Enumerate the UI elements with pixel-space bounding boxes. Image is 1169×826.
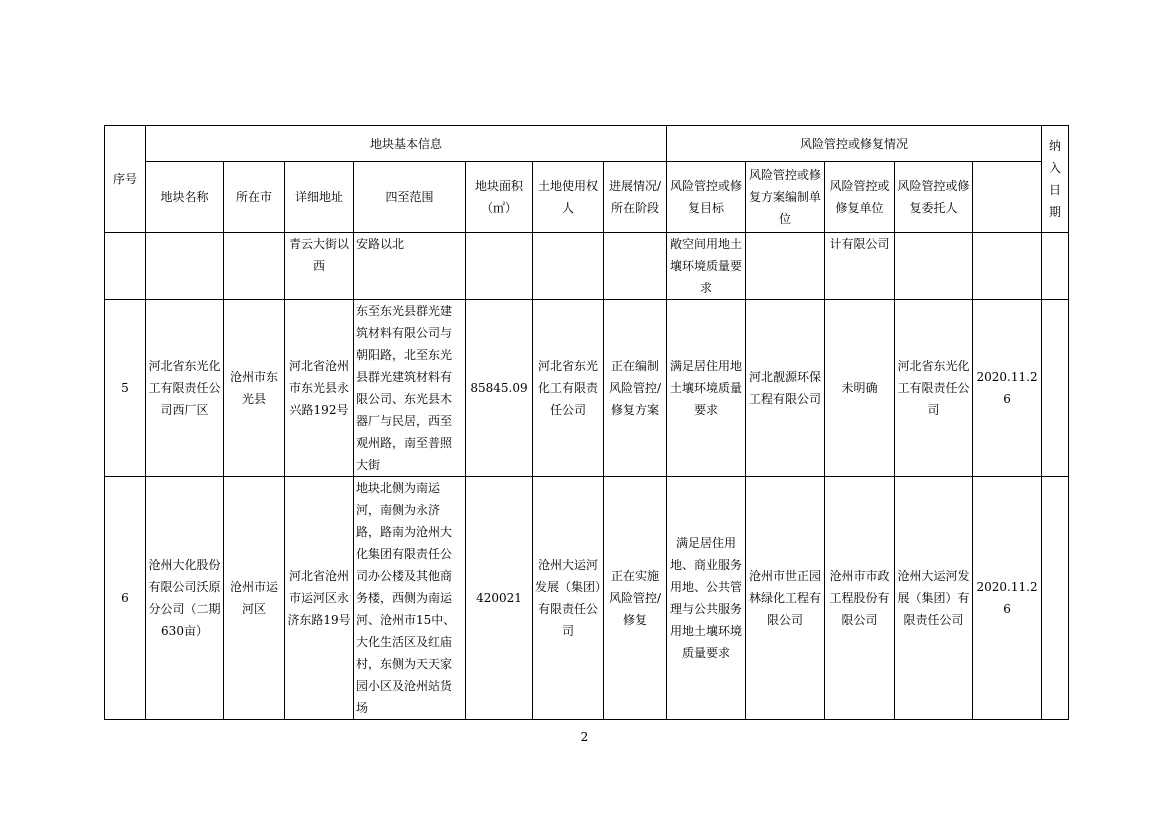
table-row bbox=[105, 477, 1069, 720]
cell-note bbox=[1042, 233, 1069, 300]
header-owner: 土地使用权人 bbox=[533, 162, 604, 233]
cell-seq: 6 bbox=[105, 477, 146, 720]
cell-plan-unit: 沧州市世正园林绿化工程有限公司 bbox=[746, 477, 825, 720]
header-progress: 进展情况/所在阶段 bbox=[604, 162, 667, 233]
cell-owner: 沧州大运河发展（集团）有限责任公司 bbox=[533, 477, 604, 720]
cell-area: 85845.09 bbox=[466, 300, 533, 477]
cell-address: 青云大街以西 bbox=[285, 233, 354, 300]
cell-plan-unit: 河北靓源环保工程有限公司 bbox=[746, 300, 825, 477]
cell-boundary: 地块北侧为南运河，南侧为永济路，路南为沧州大化集团有限责任公司办公楼及其他商务楼，西侧为南运河、沧州市15中、大化生活区及红庙村，东侧为天天家园小区及沧州站货场 bbox=[354, 477, 466, 720]
header-group-basic: 地块基本信息 bbox=[146, 126, 667, 162]
header-row-group bbox=[105, 126, 1069, 162]
header-area: 地块面积（㎡） bbox=[466, 162, 533, 233]
cell-boundary: 东至东光县群光建筑材料有限公司与朝阳路，北至东光县群光建筑材料有限公司、东光县木器厂与民居，西至观州路，南至普照大街 bbox=[354, 300, 466, 477]
header-client: 风险管控或修复委托人 bbox=[895, 162, 973, 233]
cell-boundary: 安路以北 bbox=[354, 233, 466, 300]
cell-repair-unit: 沧州市市政工程股份有限公司 bbox=[825, 477, 895, 720]
cell-progress: 正在实施风险管控/修复 bbox=[604, 477, 667, 720]
cell-city: 沧州市东光县 bbox=[224, 300, 285, 477]
cell-note bbox=[1042, 477, 1069, 720]
table-row bbox=[105, 300, 1069, 477]
header-boundary: 四至范围 bbox=[354, 162, 466, 233]
cell-address: 河北省沧州市东光县永兴路192号 bbox=[285, 300, 354, 477]
cell-date: 2020.11.26 bbox=[973, 477, 1042, 720]
header-address: 详细地址 bbox=[285, 162, 354, 233]
cell-target: 满足居住用地、商业服务用地、公共管理与公共服务用地土壤环境质量要求 bbox=[667, 477, 746, 720]
cell-client: 河北省东光化工有限责任公司 bbox=[895, 300, 973, 477]
cell-city: 沧州市运河区 bbox=[224, 477, 285, 720]
cell-repair-unit: 计有限公司 bbox=[825, 233, 895, 300]
cell-repair-unit: 未明确 bbox=[825, 300, 895, 477]
cell-seq bbox=[105, 233, 146, 300]
header-repair-unit: 风险管控或修复单位 bbox=[825, 162, 895, 233]
cell-client bbox=[895, 233, 973, 300]
header-group-risk: 风险管控或修复情况 bbox=[667, 126, 1042, 162]
header-row-columns bbox=[105, 162, 1069, 233]
header-plan-unit: 风险管控或修复方案编制单位 bbox=[746, 162, 825, 233]
cell-progress: 正在编制风险管控/修复方案 bbox=[604, 300, 667, 477]
page-number: 2 bbox=[580, 730, 589, 744]
cell-target: 敞空间用地土壤环境质量要求 bbox=[667, 233, 746, 300]
cell-owner: 河北省东光化工有限责任公司 bbox=[533, 300, 604, 477]
header-name: 地块名称 bbox=[146, 162, 224, 233]
cell-target: 满足居住用地土壤环境质量要求 bbox=[667, 300, 746, 477]
cell-date: 2020.11.26 bbox=[973, 300, 1042, 477]
cell-area bbox=[466, 233, 533, 300]
remediation-table bbox=[104, 125, 1069, 720]
cell-seq: 5 bbox=[105, 300, 146, 477]
table-row bbox=[105, 233, 1069, 300]
header-target: 风险管控或修复目标 bbox=[667, 162, 746, 233]
cell-date bbox=[973, 233, 1042, 300]
cell-owner bbox=[533, 233, 604, 300]
cell-note bbox=[1042, 300, 1069, 477]
cell-area: 420021 bbox=[466, 477, 533, 720]
cell-client: 沧州大运河发展（集团）有限责任公司 bbox=[895, 477, 973, 720]
cell-plan-unit bbox=[746, 233, 825, 300]
cell-name: 河北省东光化工有限责任公司西厂区 bbox=[146, 300, 224, 477]
header-seq: 序号 bbox=[105, 126, 146, 233]
cell-name: 沧州大化股份有限公司沃原分公司（二期630亩） bbox=[146, 477, 224, 720]
header-date: 纳入日期 bbox=[1042, 126, 1069, 233]
cell-address: 河北省沧州市运河区永济东路19号 bbox=[285, 477, 354, 720]
header-city: 所在市 bbox=[224, 162, 285, 233]
cell-name bbox=[146, 233, 224, 300]
cell-progress bbox=[604, 233, 667, 300]
cell-city bbox=[224, 233, 285, 300]
